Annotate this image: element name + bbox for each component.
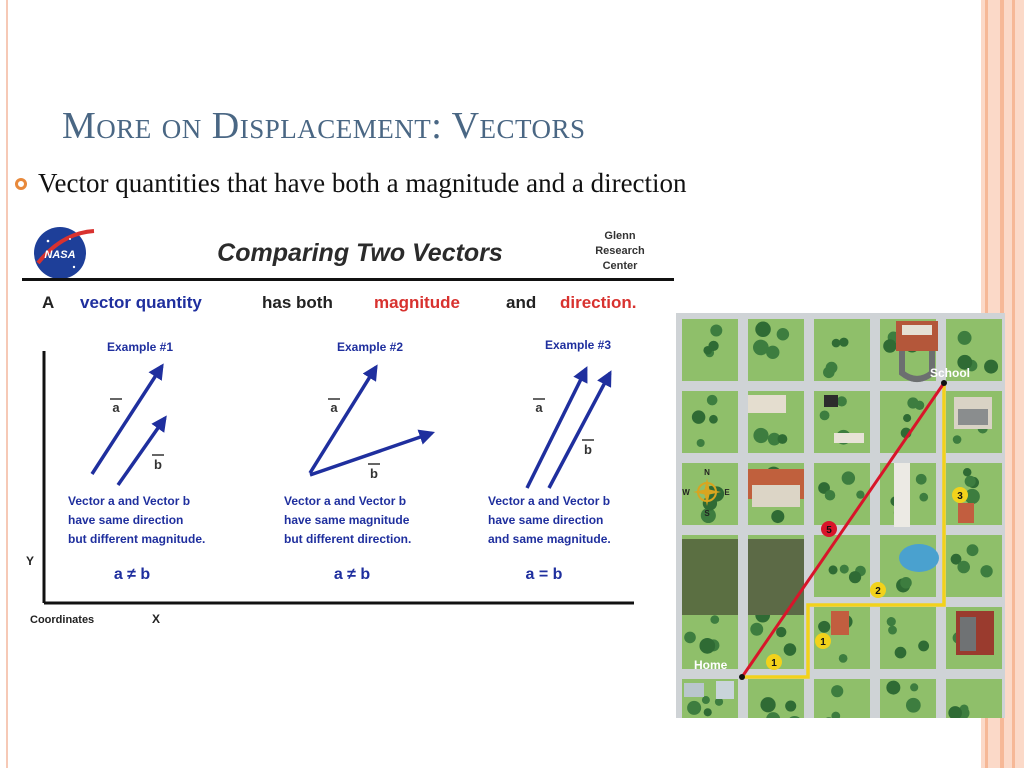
tree [708, 341, 718, 351]
tree [839, 338, 848, 347]
tree [820, 410, 830, 420]
tree [784, 643, 797, 656]
tree [900, 577, 912, 589]
compass-n: N [704, 468, 710, 477]
tree [777, 434, 787, 444]
example-2-a-label: a [330, 400, 338, 415]
tree [771, 510, 784, 523]
slide-title: More on Displacement: Vectors [62, 105, 586, 147]
tree [906, 698, 921, 713]
tree [702, 696, 710, 704]
example-3-desc-1: Vector a and Vector b [488, 494, 611, 508]
compass-s: S [704, 509, 710, 518]
decorative-left-line [6, 0, 8, 768]
tree [766, 346, 779, 359]
tree [829, 565, 838, 574]
tree [709, 415, 718, 424]
comparing-vectors-svg [22, 223, 674, 623]
tree [684, 632, 696, 644]
center-line-3: Center [602, 260, 638, 272]
bullet-text: Vector quantities that have both a magnitude and a direction [38, 168, 687, 198]
example-3-relation: a = b [525, 566, 563, 583]
school-label: School [930, 366, 971, 380]
tree [965, 476, 976, 487]
example-1-vector-b [118, 418, 165, 485]
tree [856, 491, 864, 499]
example-1-desc-3: but different magnitude. [68, 532, 206, 546]
route-marker [766, 654, 782, 670]
home-label: Home [694, 658, 728, 672]
example-1-vector-a [92, 366, 162, 474]
tree [760, 697, 775, 712]
tree [918, 640, 929, 651]
example-2-desc-1: Vector a and Vector b [284, 494, 407, 508]
tree [753, 428, 768, 443]
tree [886, 681, 900, 695]
tree [967, 544, 979, 556]
tree [883, 339, 896, 352]
example-1-a-label: a [112, 400, 120, 415]
tree [710, 325, 722, 337]
tree [903, 414, 911, 422]
tree [953, 435, 962, 444]
nasa-logo-text: NASA [44, 249, 76, 261]
route-marker [815, 633, 831, 649]
school-point [941, 380, 947, 386]
example-3 [488, 338, 611, 583]
tree [887, 617, 896, 626]
tree [832, 339, 841, 348]
nasa-logo [34, 227, 94, 279]
tree [958, 331, 972, 345]
tree [837, 396, 847, 406]
example-3-vector-b [549, 373, 610, 488]
example-1-b-label: b [154, 457, 162, 472]
tree [919, 493, 928, 502]
example-3-desc-2: have same direction [488, 513, 604, 527]
tree [957, 561, 970, 574]
center-line-2: Research [595, 245, 645, 257]
example-3-b-label: b [584, 442, 592, 457]
definition-mid1: has both [262, 293, 333, 312]
city-map-figure [676, 313, 1005, 718]
displacement-marker-label: 5 [826, 525, 832, 536]
tree [687, 701, 701, 715]
tree [916, 474, 927, 485]
bullet-item [14, 168, 687, 199]
example-1-desc-2: have same direction [68, 513, 184, 527]
example-3-label: Example #3 [544, 338, 612, 352]
route-marker [952, 487, 968, 503]
tree [895, 647, 907, 659]
tree [697, 439, 705, 447]
example-2-label: Example #2 [336, 340, 404, 354]
example-3-a-label: a [535, 400, 543, 415]
city-block [814, 679, 870, 718]
tree [785, 701, 796, 712]
tree [839, 654, 848, 663]
example-1-desc-1: Vector a and Vector b [68, 494, 191, 508]
tree [692, 410, 705, 423]
definition-mid2: and [506, 293, 537, 312]
example-3-desc-3: and same magnitude. [488, 532, 611, 546]
tree [825, 490, 836, 501]
tree [840, 565, 849, 574]
compass-w: W [682, 488, 690, 497]
definition-term-magnitude: magnitude [374, 293, 460, 312]
example-2 [284, 340, 432, 583]
definition-lead: A [42, 293, 55, 312]
tree [910, 683, 918, 691]
route-marker-label: 2 [875, 586, 881, 597]
city-map-svg [676, 313, 1005, 718]
route-marker [870, 582, 886, 598]
tree [818, 621, 830, 633]
city-block [814, 319, 870, 381]
home-point [739, 674, 745, 680]
definition-term-direction: direction. [560, 293, 637, 312]
tree [750, 623, 763, 636]
tree [777, 328, 789, 340]
tree [888, 626, 897, 635]
coordinates-label: Coordinates [30, 614, 95, 623]
example-2-relation: a ≠ b [333, 566, 371, 583]
center-line-1: Glenn [604, 230, 636, 242]
tree [980, 565, 992, 577]
y-axis-label: Y [26, 554, 35, 568]
comparing-vectors-figure [22, 223, 674, 623]
tree [984, 360, 998, 374]
header-divider [22, 278, 674, 281]
tree [755, 322, 771, 338]
tree [699, 638, 715, 654]
bullet-ring-icon [14, 177, 28, 191]
decorative-stripe [1012, 0, 1015, 768]
tree [704, 708, 712, 716]
definition-term-vector: vector quantity [80, 293, 202, 312]
x-axis-label: X [152, 612, 161, 623]
route-marker-label: 1 [820, 637, 826, 648]
route-marker-label: 3 [957, 491, 963, 502]
example-2-b-label: b [370, 466, 378, 481]
tree [842, 471, 855, 484]
tree [710, 615, 719, 624]
city-block [946, 535, 1002, 597]
example-1-label: Example #1 [106, 340, 174, 354]
example-1 [68, 340, 205, 583]
tree [831, 685, 843, 697]
displacement-marker [821, 521, 837, 537]
example-2-desc-2: have same magnitude [284, 513, 410, 527]
example-2-desc-3: but different direction. [284, 532, 412, 546]
tree [907, 397, 918, 408]
city-block [880, 607, 936, 669]
tree [963, 468, 971, 476]
tree [826, 362, 838, 374]
compass-e: E [724, 488, 730, 497]
figure-header-title: Comparing Two Vectors [217, 239, 503, 267]
tree [776, 627, 786, 637]
example-1-relation: a ≠ b [113, 566, 151, 583]
city-block [748, 679, 804, 718]
tree [707, 395, 718, 406]
route-marker-label: 1 [771, 658, 777, 669]
tree [849, 571, 861, 583]
